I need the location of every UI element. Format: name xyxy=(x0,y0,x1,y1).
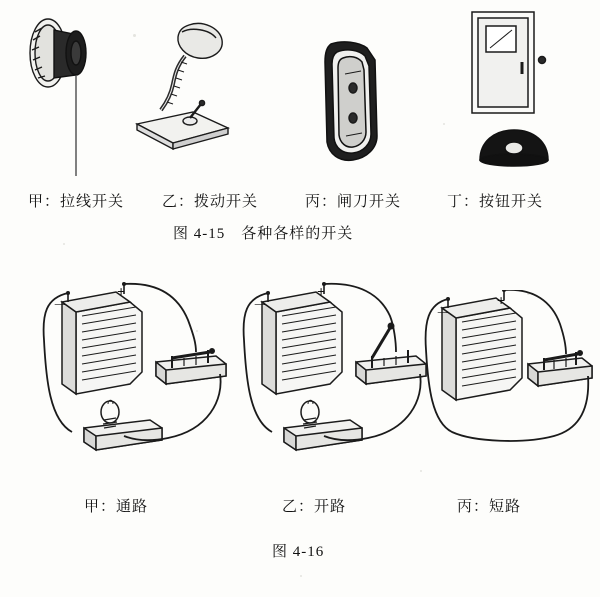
switch-label-jia: 甲：拉线开关 xyxy=(28,194,125,210)
circuit-label-bing: 丙：短路 xyxy=(457,499,522,515)
knife-switch-illustration xyxy=(305,40,395,165)
circuit-label-yi: 乙：开路 xyxy=(282,499,347,515)
battery-negative-label-bing: － xyxy=(436,305,450,321)
battery-positive-label-bing: + xyxy=(497,292,506,308)
figure-caption-4-15: 图 4-15 各种各样的开关 xyxy=(173,226,354,242)
paper-speckle xyxy=(443,123,445,125)
battery-negative-label-jia: － xyxy=(53,297,67,313)
battery-negative-label-yi: － xyxy=(253,297,267,313)
battery-positive-label-jia: + xyxy=(117,283,126,299)
paper-speckle xyxy=(63,243,65,245)
paper-speckle xyxy=(300,575,302,577)
figure-caption-4-16: 图 4-16 xyxy=(272,544,325,560)
circuit-label-jia: 甲：通路 xyxy=(84,499,149,515)
pull-cord-switch-illustration xyxy=(12,8,122,183)
switch-label-ding: 丁：按钮开关 xyxy=(447,194,544,210)
battery-positive-label-yi: + xyxy=(317,283,326,299)
toggle-lamp-switch-illustration xyxy=(115,18,245,153)
switch-label-bing: 丙：闸刀开关 xyxy=(305,194,402,210)
switch-label-yi: 乙：拨动开关 xyxy=(162,194,259,210)
push-button-switch-illustration xyxy=(462,8,572,173)
